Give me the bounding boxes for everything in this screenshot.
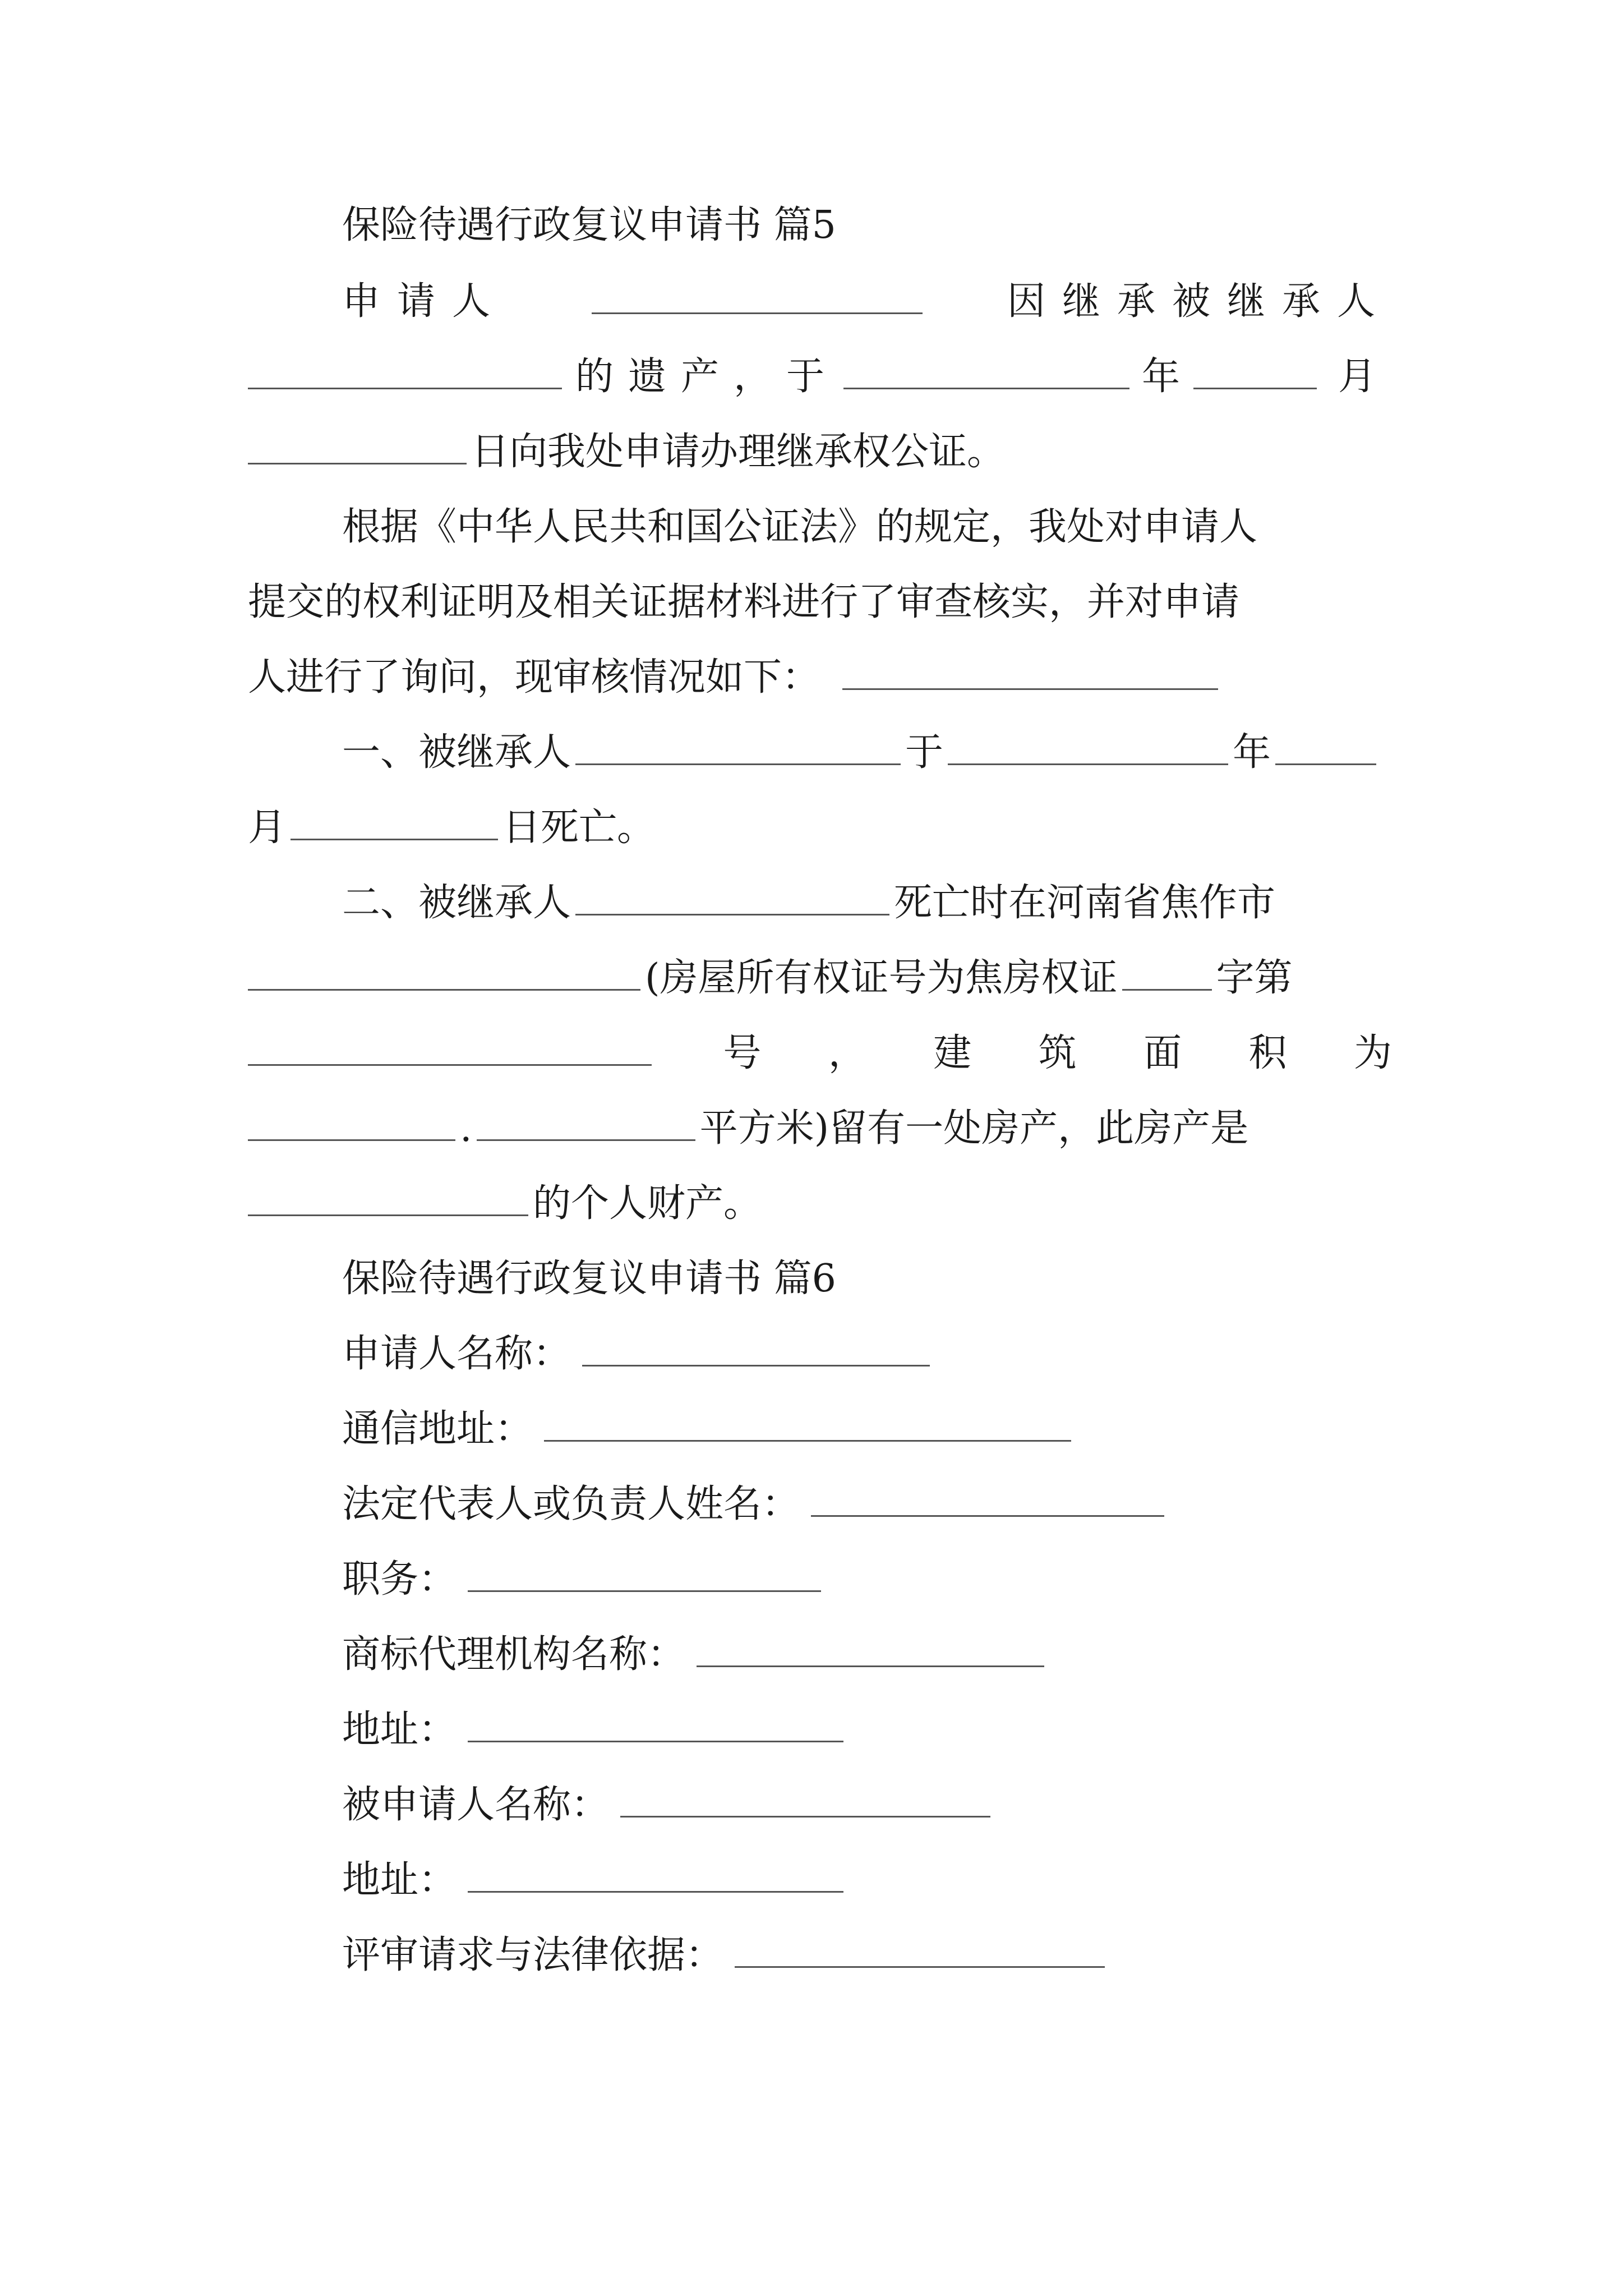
- p3-on-text: 于: [905, 730, 944, 775]
- field-blank[interactable]: [697, 1632, 1044, 1667]
- p3-line2: [248, 800, 1392, 856]
- p1-line1: [248, 274, 1392, 330]
- p4-dot-text: .: [460, 1106, 472, 1151]
- p3-line1: [248, 725, 1392, 781]
- month-blank[interactable]: [1193, 354, 1317, 389]
- p4-line1: [248, 875, 1392, 931]
- field-blank[interactable]: [620, 1782, 990, 1818]
- field-position: [248, 1552, 1392, 1608]
- year-blank[interactable]: [843, 354, 1129, 389]
- p4-jian-text: 建: [933, 1031, 972, 1075]
- applicant-blank[interactable]: [592, 279, 923, 314]
- estate-text: 的遗产，于: [575, 355, 840, 399]
- field-applicant-name: [248, 1326, 1392, 1382]
- p2-text-3: 人进行了询问，现审核情况如下：: [248, 655, 820, 700]
- p2-line3: [248, 650, 1392, 706]
- applicant-label: 申请人: [342, 279, 508, 324]
- field-address-1: [248, 1702, 1392, 1758]
- p4-cert-blank[interactable]: [1122, 955, 1212, 991]
- field-mailing-address: [248, 1401, 1392, 1457]
- p4-number-blank[interactable]: [248, 1030, 652, 1066]
- p4-wei-text: 为: [1353, 1031, 1392, 1075]
- p3-decedent-label: 一、被继承人: [342, 730, 571, 775]
- p4-comma-text: ，: [828, 1031, 866, 1075]
- p4-line3: [248, 1025, 1392, 1082]
- field-label: 地址：: [342, 1708, 457, 1752]
- p4-address-blank[interactable]: [248, 955, 640, 991]
- field-label: 通信地址：: [342, 1407, 533, 1451]
- year-text: 年: [1142, 355, 1181, 399]
- field-legal-rep: [248, 1476, 1392, 1533]
- p3-day-blank[interactable]: [291, 805, 498, 840]
- p4-area-dec-blank[interactable]: [477, 1106, 695, 1141]
- p3-death-text: 日死亡。: [502, 806, 656, 850]
- p1-line2: [248, 349, 1392, 405]
- p4-line5: [248, 1176, 1392, 1232]
- field-blank[interactable]: [544, 1406, 1071, 1442]
- day-text: 日向我处申请办理继承权公证。: [471, 430, 1006, 474]
- field-blank[interactable]: [468, 1707, 843, 1742]
- p3-decedent-blank[interactable]: [575, 730, 901, 765]
- field-blank[interactable]: [735, 1932, 1105, 1968]
- day-blank[interactable]: [248, 429, 467, 464]
- section6-heading: [248, 1251, 1392, 1307]
- p4-line4: [248, 1101, 1392, 1157]
- field-blank[interactable]: [811, 1481, 1164, 1517]
- field-label: 申请人名称：: [342, 1332, 571, 1376]
- field-label: 评审请求与法律依据：: [342, 1933, 724, 1977]
- review-blank[interactable]: [842, 655, 1218, 690]
- p4-mian-text: 面: [1144, 1031, 1182, 1075]
- field-label: 商标代理机构名称：: [342, 1632, 686, 1677]
- p2-line1: [248, 499, 1392, 555]
- p3-month-text: 月: [248, 806, 287, 850]
- p4-line2: [248, 950, 1392, 1006]
- p4-cert-text: (房屋所有权证号为焦房权证: [645, 956, 1118, 1000]
- heading-text: 保险待遇行政复议申请书 篇5: [342, 203, 836, 247]
- field-label: 职务：: [342, 1557, 457, 1602]
- p4-owner-blank[interactable]: [248, 1181, 528, 1216]
- p2-text-2: 提交的权利证明及相关证据材料进行了审查核实，并对申请: [248, 580, 1240, 624]
- p2-line2: [248, 574, 1392, 631]
- p4-ziddi-text: 字第: [1216, 956, 1293, 1000]
- p1-line3: [248, 424, 1392, 480]
- field-respondent-name: [248, 1777, 1392, 1833]
- heading-text: 保险待遇行政复议申请书 篇6: [342, 1257, 836, 1301]
- field-blank[interactable]: [468, 1557, 821, 1592]
- p3-year-text: 年: [1233, 730, 1271, 775]
- p4-sqm-text: 平方米)留有一处房产，此房产是: [699, 1106, 1249, 1151]
- field-agency-name: [248, 1627, 1392, 1683]
- p4-location-text: 死亡时在河南省焦作市: [894, 881, 1276, 925]
- p4-personal-text: 的个人财产。: [533, 1181, 762, 1226]
- field-review-request: [248, 1927, 1392, 1984]
- field-blank[interactable]: [468, 1857, 843, 1893]
- p4-zhu-text: 筑: [1038, 1031, 1077, 1075]
- p3-year-blank[interactable]: [948, 730, 1228, 765]
- field-label: 被申请人名称：: [342, 1783, 610, 1827]
- p4-area-int-blank[interactable]: [248, 1106, 455, 1141]
- inherit-text: 因继承被继承人: [1007, 279, 1392, 324]
- field-address-2: [248, 1852, 1392, 1908]
- decedent-blank[interactable]: [248, 354, 562, 389]
- p3-month-blank-start[interactable]: [1275, 730, 1376, 765]
- section5-heading: [248, 197, 1392, 254]
- p4-hao-text: 号: [723, 1031, 762, 1075]
- p4-decedent-label: 二、被继承人: [342, 881, 571, 925]
- p4-decedent-blank[interactable]: [575, 880, 889, 915]
- p2-text-1: 根据《中华人民共和国公证法》的规定，我处对申请人: [342, 505, 1258, 549]
- field-blank[interactable]: [582, 1331, 930, 1366]
- p4-ji-text: 积: [1248, 1031, 1287, 1075]
- month-text: 月: [1338, 355, 1377, 399]
- field-label: 地址：: [342, 1858, 457, 1902]
- field-label: 法定代表人或负责人姓名：: [342, 1482, 800, 1526]
